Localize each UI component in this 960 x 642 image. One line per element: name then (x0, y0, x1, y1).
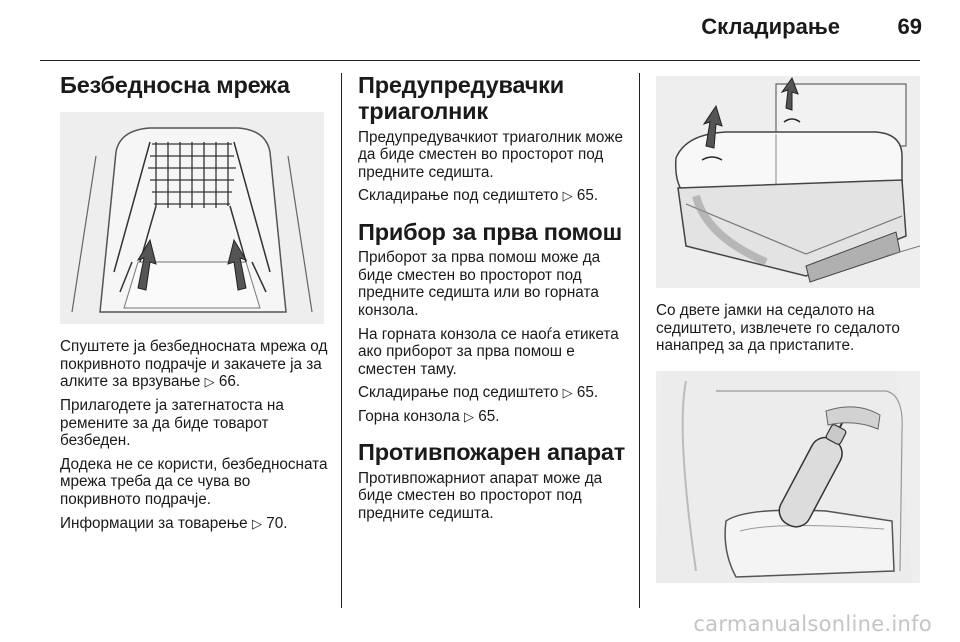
warning-triangle-ref: Складирање под седиштето ▷ 65. (358, 187, 599, 205)
section-heading-first-aid: Прибор за прва помош (358, 218, 622, 245)
safety-net-instruction-1: Спуштете ја безбедносната мрежа од покривното подрачје и закачете ја за алките за врзување ▷ 66. (60, 338, 328, 391)
section-heading-fire-extinguisher: Противпожарен апарат (358, 439, 626, 466)
reference-pointer-icon: ▷ (204, 374, 215, 390)
first-aid-label-text: На горната конзола се наоѓа етикета ако приборот за прва помош е сместен таму. (358, 325, 619, 378)
header-divider (40, 60, 920, 61)
fire-extinguisher-text: Противпожарниот апарат може да биде сместен во просторот под предните седишта. (358, 469, 603, 522)
warning-triangle-text: Предупредувачкиот триаголник може да биде сместен во просторот под предните седишта. (358, 128, 623, 181)
first-aid-ref-seat: Складирање под седиштето ▷ 65. (358, 384, 599, 402)
safety-net-instruction-3: Додека не се користи, безбедносната мрежа треба да се чува во покривното подрачје. (60, 455, 328, 508)
safety-net-load-info: Информации за товарење ▷ 70. (60, 514, 288, 532)
seat-cushion-instruction: Со двете јамки на седалото на седиштето, извлечете го седалото нанапред за да пристапите. (656, 302, 900, 355)
figure-seat-cushion (656, 76, 920, 288)
first-aid-text: Приборот за прва помош може да биде сместен во просторот под предните седишта или во горната конзола. (358, 249, 601, 319)
section-heading-warning-triangle: Предупредувачки триаголник (358, 72, 564, 125)
watermark: carmanualsonline.info (693, 612, 932, 636)
column-divider-1 (341, 73, 342, 608)
figure-fire-extinguisher (656, 371, 920, 583)
right-column (656, 76, 922, 583)
page-number: 69 (897, 14, 922, 39)
safety-net-instruction-2: Прилагодете ја затегнатоста на ремените за да биде товарот безбеден. (60, 397, 284, 450)
column-divider-2 (639, 73, 640, 608)
figure-safety-net (60, 112, 324, 324)
page-header-title: Складирање (701, 14, 840, 39)
reference-pointer-icon: ▷ (562, 385, 573, 401)
reference-pointer-icon: ▷ (562, 188, 573, 204)
reference-pointer-icon: ▷ (251, 515, 262, 531)
middle-column (358, 72, 626, 529)
section-heading-safety-net: Безбедносна мрежа (60, 72, 290, 98)
first-aid-ref-console: Горна конзола ▷ 65. (358, 407, 500, 425)
left-column (60, 72, 328, 538)
reference-pointer-icon: ▷ (464, 408, 474, 424)
